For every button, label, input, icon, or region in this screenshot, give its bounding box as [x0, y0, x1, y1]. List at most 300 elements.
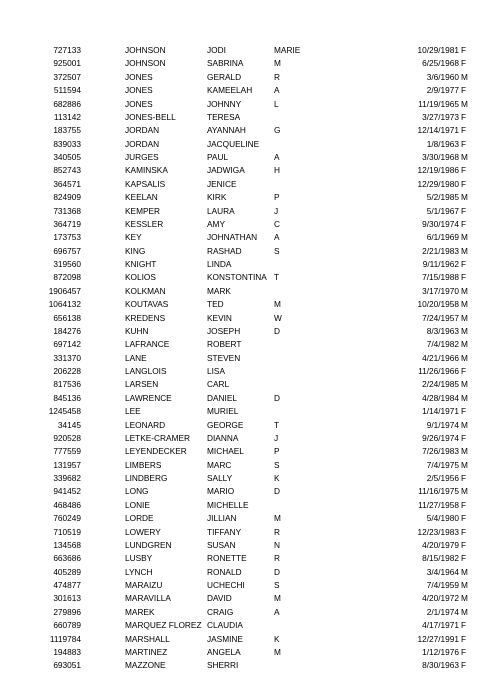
sex-cell: F — [461, 526, 467, 537]
sex-cell: F — [461, 165, 467, 176]
middle-name-cell: P — [274, 192, 280, 203]
record-id-cell: 696757 — [53, 245, 81, 256]
record-id-cell: 206228 — [53, 366, 81, 376]
table-row — [0, 485, 494, 498]
birth-date-cell: 12/19/1986 — [417, 165, 459, 176]
table-row — [0, 579, 494, 592]
first-name-cell: LISA — [207, 366, 225, 376]
last-name-cell: KESSLER — [125, 218, 164, 229]
table-row — [0, 365, 494, 378]
sex-cell: M — [461, 419, 468, 430]
first-name-cell: PAUL — [207, 152, 229, 162]
sex-cell: F — [461, 111, 467, 122]
table-row — [0, 271, 494, 284]
first-name-cell: TED — [207, 299, 224, 310]
last-name-cell: MAZZONE — [125, 660, 166, 671]
sex-cell: M — [461, 98, 468, 109]
middle-name-cell: A — [274, 85, 280, 96]
middle-name-cell: S — [274, 459, 280, 470]
first-name-cell: MARK — [207, 285, 231, 296]
first-name-cell: LAURA — [207, 205, 235, 216]
sex-cell: F — [461, 499, 467, 510]
table-row — [0, 419, 494, 432]
middle-name-cell: M — [274, 593, 281, 604]
birth-date-cell: 7/26/1983 — [422, 446, 459, 457]
last-name-cell: MAREK — [125, 606, 155, 617]
last-name-cell: LAWRENCE — [125, 392, 172, 403]
last-name-cell: LEE — [125, 406, 141, 417]
sex-cell: M — [461, 593, 468, 604]
record-id-cell: 817536 — [53, 379, 81, 390]
last-name-cell: LAFRANCE — [125, 339, 170, 350]
first-name-cell: UCHECHI — [207, 580, 245, 590]
last-name-cell: LUNDGREN — [125, 539, 172, 550]
first-name-cell: DIANNA — [207, 432, 239, 443]
birth-date-cell: 1/12/1976 — [422, 646, 459, 657]
last-name-cell: LONG — [125, 486, 149, 497]
birth-date-cell: 11/16/1975 — [418, 486, 459, 497]
last-name-cell: JOHNSON — [125, 45, 166, 55]
sex-cell: F — [461, 473, 467, 483]
birth-date-cell: 12/27/1991 — [417, 633, 459, 644]
middle-name-cell: S — [274, 580, 280, 590]
middle-name-cell: D — [274, 392, 280, 403]
first-name-cell: RASHAD — [207, 245, 242, 256]
sex-cell: M — [461, 312, 468, 323]
table-row — [0, 178, 494, 191]
birth-date-cell: 2/24/1985 — [422, 379, 459, 390]
first-name-cell: SHERRI — [207, 660, 239, 671]
record-id-cell: 184276 — [53, 325, 81, 336]
middle-name-cell: T — [274, 419, 280, 430]
last-name-cell: MARAIZU — [125, 580, 163, 590]
last-name-cell: JONES — [125, 71, 153, 82]
middle-name-cell: J — [274, 205, 279, 216]
record-id-cell: 301613 — [53, 593, 81, 604]
first-name-cell: TIFFANY — [207, 526, 242, 537]
record-id-cell: 920528 — [53, 432, 81, 443]
sex-cell: M — [461, 325, 468, 336]
first-name-cell: JADWIGA — [207, 165, 245, 176]
birth-date-cell: 8/15/1982 — [422, 553, 459, 564]
record-id-cell: 852743 — [53, 165, 81, 176]
last-name-cell: LEYENDECKER — [125, 446, 187, 457]
sex-cell: F — [461, 553, 467, 564]
table-row — [0, 164, 494, 177]
record-id-cell: 656138 — [53, 312, 81, 323]
last-name-cell: KOLIOS — [125, 272, 156, 283]
first-name-cell: CARL — [207, 379, 230, 390]
record-id-cell: 131957 — [53, 459, 81, 470]
last-name-cell: KREDENS — [125, 312, 166, 323]
record-id-cell: 113142 — [53, 111, 81, 122]
first-name-cell: JENICE — [207, 178, 237, 189]
record-id-cell: 839033 — [53, 138, 81, 149]
first-name-cell: GEORGE — [207, 419, 244, 430]
sex-cell: F — [461, 58, 467, 69]
middle-name-cell: MARIE — [274, 45, 301, 55]
last-name-cell: KING — [125, 245, 146, 256]
sex-cell: F — [461, 406, 467, 417]
birth-date-cell: 2/1/1974 — [426, 606, 459, 617]
last-name-cell: JONES — [125, 98, 153, 109]
record-id-cell: 1119784 — [49, 633, 81, 644]
middle-name-cell: D — [274, 325, 280, 336]
first-name-cell: JODI — [207, 45, 226, 55]
table-row — [0, 84, 494, 97]
table-row — [0, 285, 494, 298]
birth-date-cell: 12/29/1980 — [417, 178, 459, 189]
table-row — [0, 258, 494, 271]
table-row — [0, 552, 494, 565]
birth-date-cell: 3/4/1964 — [426, 566, 459, 577]
record-id-cell: 279896 — [53, 606, 81, 617]
middle-name-cell: W — [274, 312, 282, 323]
birth-date-cell: 1/14/1971 — [422, 406, 459, 417]
last-name-cell: MARQUEZ FLOREZ — [125, 620, 202, 631]
sex-cell: M — [461, 566, 468, 577]
first-name-cell: JOHNATHAN — [207, 232, 258, 243]
table-row — [0, 526, 494, 539]
sex-cell: M — [461, 339, 468, 350]
birth-date-cell: 5/4/1980 — [426, 513, 459, 524]
table-row — [0, 472, 494, 485]
sex-cell: F — [461, 513, 467, 524]
middle-name-cell: J — [274, 432, 279, 443]
middle-name-cell: M — [274, 299, 281, 310]
birth-date-cell: 6/25/1968 — [422, 58, 459, 69]
last-name-cell: LINDBERG — [125, 473, 168, 483]
first-name-cell: JACQUELINE — [207, 138, 260, 149]
middle-name-cell: M — [274, 58, 281, 69]
birth-date-cell: 12/14/1971 — [417, 125, 459, 136]
first-name-cell: AYANNAH — [207, 125, 246, 136]
record-id-cell: 183755 — [53, 125, 81, 136]
birth-date-cell: 3/27/1973 — [422, 111, 459, 122]
table-row — [0, 405, 494, 418]
record-id-cell: 697142 — [53, 339, 81, 350]
birth-date-cell: 9/11/1962 — [422, 259, 459, 269]
birth-date-cell: 1/8/1963 — [426, 138, 459, 149]
record-id-cell: 727133 — [53, 45, 81, 55]
last-name-cell: LEONARD — [125, 419, 166, 430]
first-name-cell: JOSEPH — [207, 325, 241, 336]
record-id-cell: 511594 — [53, 85, 81, 96]
table-row — [0, 298, 494, 311]
first-name-cell: GERALD — [207, 71, 242, 82]
birth-date-cell: 7/4/1959 — [426, 580, 459, 590]
sex-cell: M — [461, 580, 468, 590]
record-id-cell: 693051 — [53, 660, 81, 671]
first-name-cell: JOHNNY — [207, 98, 242, 109]
first-name-cell: MARIO — [207, 486, 235, 497]
birth-date-cell: 8/3/1963 — [426, 325, 459, 336]
sex-cell: M — [461, 446, 468, 457]
table-row — [0, 352, 494, 365]
last-name-cell: KUHN — [125, 325, 149, 336]
table-row — [0, 619, 494, 632]
table-row — [0, 44, 494, 57]
record-id-cell: 845136 — [53, 392, 81, 403]
middle-name-cell: M — [274, 646, 281, 657]
sex-cell: M — [461, 245, 468, 256]
sex-cell: M — [461, 606, 468, 617]
sex-cell: M — [461, 152, 468, 162]
last-name-cell: LORDE — [125, 513, 154, 524]
record-id-cell: 824909 — [53, 192, 81, 203]
first-name-cell: CRAIG — [207, 606, 234, 617]
sex-cell: M — [461, 486, 468, 497]
record-id-cell: 925001 — [53, 58, 81, 69]
sex-cell: M — [461, 232, 468, 243]
sex-cell: F — [461, 125, 467, 136]
first-name-cell: MURIEL — [207, 406, 239, 417]
middle-name-cell: M — [274, 513, 281, 524]
table-row — [0, 659, 494, 672]
birth-date-cell: 2/21/1983 — [422, 245, 459, 256]
record-id-cell: 34145 — [57, 419, 81, 430]
last-name-cell: MARSHALL — [125, 633, 170, 644]
sex-cell: F — [461, 138, 467, 149]
table-row — [0, 378, 494, 391]
last-name-cell: KNIGHT — [125, 259, 157, 269]
table-row — [0, 218, 494, 231]
record-id-cell: 731368 — [53, 205, 81, 216]
first-name-cell: MARC — [207, 459, 232, 470]
birth-date-cell: 11/19/1965 — [418, 98, 459, 109]
first-name-cell: STEVEN — [207, 352, 241, 363]
sex-cell: M — [461, 379, 468, 390]
first-name-cell: DANIEL — [207, 392, 237, 403]
last-name-cell: KEMPER — [125, 205, 161, 216]
record-id-cell: 405289 — [53, 566, 81, 577]
birth-date-cell: 9/1/1974 — [426, 419, 459, 430]
record-id-cell: 134568 — [53, 539, 81, 550]
birth-date-cell: 4/21/1966 — [422, 352, 459, 363]
last-name-cell: JOHNSON — [125, 58, 166, 69]
sex-cell: F — [461, 539, 467, 550]
record-id-cell: 777559 — [53, 446, 81, 457]
sex-cell: M — [461, 299, 468, 310]
sex-cell: M — [461, 71, 468, 82]
record-id-cell: 474877 — [53, 580, 81, 590]
birth-date-cell: 2/5/1956 — [426, 473, 459, 483]
table-row — [0, 499, 494, 512]
last-name-cell: LARSEN — [125, 379, 159, 390]
table-row — [0, 445, 494, 458]
birth-date-cell: 9/26/1974 — [422, 432, 459, 443]
table-row — [0, 124, 494, 137]
table-row — [0, 151, 494, 164]
birth-date-cell: 4/20/1979 — [422, 539, 459, 550]
first-name-cell: KIRK — [207, 192, 227, 203]
first-name-cell: RONETTE — [207, 553, 247, 564]
middle-name-cell: R — [274, 553, 280, 564]
table-row — [0, 633, 494, 646]
sex-cell: F — [461, 272, 467, 283]
last-name-cell: MARTINEZ — [125, 646, 168, 657]
sex-cell: F — [461, 633, 467, 644]
record-id-cell: 1245458 — [48, 406, 81, 417]
record-id-cell: 1064132 — [48, 299, 81, 310]
sex-cell: F — [461, 205, 467, 216]
record-id-cell: 941452 — [53, 486, 81, 497]
first-name-cell: SUSAN — [207, 539, 236, 550]
birth-date-cell: 10/20/1958 — [417, 299, 459, 310]
birth-date-cell: 12/23/1983 — [417, 526, 459, 537]
last-name-cell: KOUTAVAS — [125, 299, 169, 310]
sex-cell: M — [461, 285, 468, 296]
middle-name-cell: K — [274, 633, 280, 644]
sex-cell: F — [461, 366, 467, 376]
records-table — [0, 44, 494, 673]
record-id-cell: 194883 — [53, 646, 81, 657]
birth-date-cell: 4/20/1972 — [422, 593, 459, 604]
record-id-cell: 1906457 — [48, 285, 81, 296]
table-row — [0, 245, 494, 258]
record-id-cell: 682886 — [53, 98, 81, 109]
middle-name-cell: N — [274, 539, 280, 550]
middle-name-cell: R — [274, 71, 280, 82]
birth-date-cell: 9/30/1974 — [422, 218, 459, 229]
last-name-cell: KEY — [125, 232, 142, 243]
middle-name-cell: C — [274, 218, 280, 229]
birth-date-cell: 7/4/1982 — [426, 339, 459, 350]
table-row — [0, 312, 494, 325]
record-id-cell: 319560 — [53, 259, 81, 269]
record-id-cell: 340505 — [53, 152, 81, 162]
sex-cell: F — [461, 646, 467, 657]
record-id-cell: 468486 — [53, 499, 81, 510]
table-row — [0, 566, 494, 579]
record-id-cell: 364719 — [53, 218, 81, 229]
sex-cell: M — [461, 392, 468, 403]
middle-name-cell: S — [274, 245, 280, 256]
last-name-cell: LYNCH — [125, 566, 153, 577]
table-row — [0, 432, 494, 445]
birth-date-cell: 7/15/1988 — [422, 272, 459, 283]
birth-date-cell: 11/26/1966 — [418, 366, 459, 376]
birth-date-cell: 6/1/1969 — [426, 232, 459, 243]
first-name-cell: KEVIN — [207, 312, 232, 323]
first-name-cell: SABRINA — [207, 58, 244, 69]
birth-date-cell: 10/29/1981 — [417, 45, 459, 55]
middle-name-cell: L — [274, 98, 279, 109]
sex-cell: M — [461, 192, 468, 203]
record-id-cell: 663686 — [53, 553, 81, 564]
table-row — [0, 512, 494, 525]
table-row — [0, 191, 494, 204]
table-row — [0, 231, 494, 244]
middle-name-cell: K — [274, 473, 280, 483]
first-name-cell: ANGELA — [207, 646, 241, 657]
birth-date-cell: 3/17/1970 — [422, 285, 459, 296]
sex-cell: F — [461, 45, 467, 55]
middle-name-cell: P — [274, 446, 280, 457]
birth-date-cell: 2/9/1977 — [426, 85, 459, 96]
last-name-cell: MARAVILLA — [125, 593, 171, 604]
middle-name-cell: R — [274, 526, 280, 537]
table-row — [0, 539, 494, 552]
record-id-cell: 173753 — [53, 232, 81, 243]
last-name-cell: LOWERY — [125, 526, 161, 537]
middle-name-cell: A — [274, 232, 280, 243]
sex-cell: F — [461, 218, 467, 229]
first-name-cell: LINDA — [207, 259, 232, 269]
sex-cell: M — [461, 352, 468, 363]
last-name-cell: JORDAN — [125, 138, 160, 149]
last-name-cell: LETKE-CRAMER — [125, 432, 191, 443]
sex-cell: F — [461, 178, 467, 189]
table-row — [0, 392, 494, 405]
first-name-cell: JASMINE — [207, 633, 243, 644]
sex-cell: F — [461, 259, 467, 269]
last-name-cell: JONES — [125, 85, 153, 96]
record-id-cell: 339682 — [53, 473, 81, 483]
table-row — [0, 57, 494, 70]
first-name-cell: MICHAEL — [207, 446, 244, 457]
first-name-cell: DAVID — [207, 593, 232, 604]
table-row — [0, 459, 494, 472]
birth-date-cell: 4/17/1971 — [422, 620, 459, 631]
first-name-cell: SALLY — [207, 473, 233, 483]
record-id-cell: 710519 — [53, 526, 81, 537]
table-row — [0, 138, 494, 151]
last-name-cell: LUSBY — [125, 553, 153, 564]
record-id-cell: 872098 — [53, 272, 81, 283]
record-id-cell: 760249 — [53, 513, 81, 524]
first-name-cell: MICHELLE — [207, 499, 249, 510]
last-name-cell: KOLKMAN — [125, 285, 166, 296]
middle-name-cell: D — [274, 566, 280, 577]
birth-date-cell: 5/2/1985 — [426, 192, 459, 203]
first-name-cell: TERESA — [207, 111, 241, 122]
table-row — [0, 71, 494, 84]
birth-date-cell: 7/24/1957 — [422, 312, 459, 323]
middle-name-cell: D — [274, 486, 280, 497]
birth-date-cell: 3/6/1960 — [426, 71, 459, 82]
record-id-cell: 331370 — [53, 352, 81, 363]
middle-name-cell: G — [274, 125, 281, 136]
last-name-cell: JORDAN — [125, 125, 160, 136]
last-name-cell: JONES-BELL — [125, 111, 176, 122]
first-name-cell: KAMEELAH — [207, 85, 253, 96]
sex-cell: F — [461, 660, 467, 671]
record-id-cell: 372507 — [53, 71, 81, 82]
middle-name-cell: H — [274, 165, 280, 176]
first-name-cell: KONSTONTINA — [207, 272, 267, 283]
first-name-cell: CLAUDIA — [207, 620, 243, 631]
table-row — [0, 592, 494, 605]
table-row — [0, 338, 494, 351]
birth-date-cell: 8/30/1963 — [422, 660, 459, 671]
sex-cell: F — [461, 85, 467, 96]
table-row — [0, 646, 494, 659]
last-name-cell: JURGES — [125, 152, 159, 162]
first-name-cell: RONALD — [207, 566, 242, 577]
record-id-cell: 364571 — [53, 178, 81, 189]
first-name-cell: JILLIAN — [207, 513, 237, 524]
sex-cell: M — [461, 459, 468, 470]
table-row — [0, 325, 494, 338]
sex-cell: F — [461, 432, 467, 443]
last-name-cell: LANE — [125, 352, 147, 363]
table-row — [0, 98, 494, 111]
last-name-cell: KAPSALIS — [125, 178, 166, 189]
record-id-cell: 660789 — [53, 620, 81, 631]
birth-date-cell: 5/1/1967 — [426, 205, 459, 216]
last-name-cell: LANGLOIS — [125, 366, 167, 376]
